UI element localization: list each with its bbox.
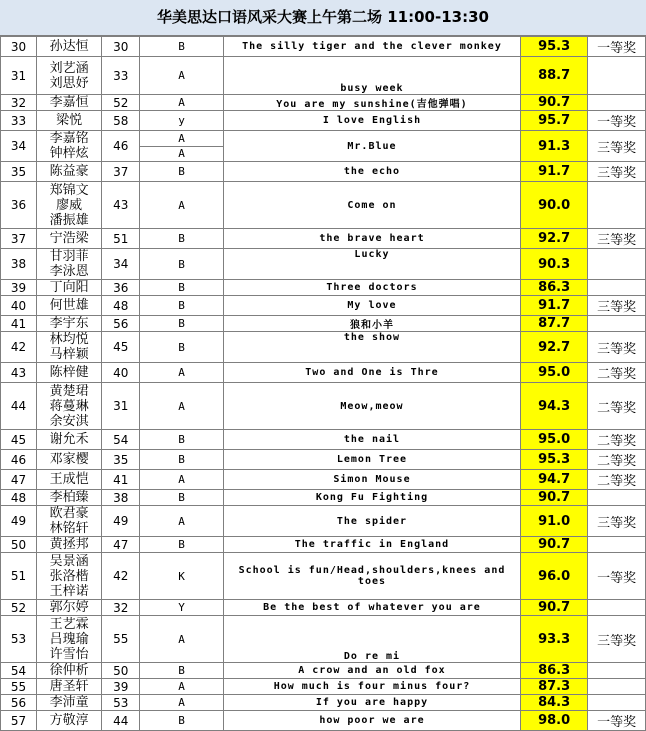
contestant-group: A: [140, 95, 224, 111]
award: 二等奖: [588, 450, 646, 470]
contestant-group: A: [140, 363, 224, 383]
score: 96.0: [521, 553, 588, 600]
contestant-number: 51: [1, 553, 37, 600]
contestant-name: 梁悦: [56, 113, 83, 128]
award: 三等奖: [588, 131, 646, 162]
contestant-number: 40: [1, 296, 37, 316]
contestant-number: 46: [1, 450, 37, 470]
score: 91.0: [521, 506, 588, 537]
score: 98.0: [521, 711, 588, 731]
contestant-name: 陈梓健: [49, 365, 89, 380]
contestant-code: 52: [102, 95, 140, 111]
contestant-group: B: [140, 450, 224, 470]
contestant-name: 欧君豪: [49, 506, 89, 521]
contestant-number: 41: [1, 316, 37, 332]
table-row: [1, 37, 646, 57]
contestant-group: B: [140, 332, 224, 363]
contestant-code: 33: [102, 57, 140, 95]
performance-title: how poor we are: [223, 711, 520, 731]
contestant-name: 张洛楷: [49, 568, 89, 584]
contestant-group: K: [140, 553, 224, 600]
contestant-group: y: [140, 111, 224, 131]
contestant-code: 46: [102, 131, 140, 162]
contestant-number: 53: [1, 616, 37, 663]
sheet-title: 华美思达口语风采大赛上午第二场 11:00-13:30: [0, 0, 646, 36]
contestant-name: 王艺霖: [49, 616, 89, 632]
performance-title: How much is four minus four?: [223, 679, 520, 695]
score: 87.7: [521, 316, 588, 332]
performance-title: Do re mi: [223, 616, 520, 663]
results-table: [0, 36, 646, 731]
table-row: [1, 182, 646, 229]
contestant-number: 54: [1, 663, 37, 679]
performance-title: Two and One is Thre: [223, 363, 520, 383]
performance-title: A crow and an old fox: [223, 663, 520, 679]
contestant-names: [37, 506, 102, 537]
score: 94.7: [521, 470, 588, 490]
contestant-name: 孙达恒: [49, 39, 89, 54]
contestant-code: 45: [102, 332, 140, 363]
contestant-name: 谢允禾: [49, 432, 89, 447]
contestant-code: 42: [102, 553, 140, 600]
contestant-code: 54: [102, 430, 140, 450]
award: 二等奖: [588, 383, 646, 430]
contestant-code: 36: [102, 280, 140, 296]
contestant-code: 31: [102, 383, 140, 430]
score: 95.0: [521, 363, 588, 383]
contestant-name: 刘艺涵: [49, 60, 89, 76]
score: 87.3: [521, 679, 588, 695]
contestant-name: 潘振雄: [49, 212, 89, 228]
contestant-names: [37, 95, 102, 111]
contestant-group: B: [140, 537, 224, 553]
contestant-name: 郭尔婷: [49, 600, 89, 615]
contestant-group: A: [140, 695, 224, 711]
award: [588, 57, 646, 95]
contestant-number: 52: [1, 600, 37, 616]
contestant-name: 蒋蔓琳: [49, 398, 89, 414]
results-table-body: [1, 37, 646, 731]
score: 90.0: [521, 182, 588, 229]
contestant-number: 47: [1, 470, 37, 490]
performance-title: the brave heart: [223, 229, 520, 249]
contestant-names: [37, 537, 102, 553]
performance-title: Come on: [223, 182, 520, 229]
contestant-code: 55: [102, 616, 140, 663]
contestant-group: B: [140, 162, 224, 182]
award: 二等奖: [588, 430, 646, 450]
group-label: A: [140, 146, 223, 161]
contestant-number: 49: [1, 506, 37, 537]
table-row: [1, 537, 646, 553]
contestant-names: [37, 182, 102, 229]
contestant-name: 许雪怡: [49, 646, 89, 662]
score: 90.7: [521, 600, 588, 616]
table-row: [1, 679, 646, 695]
contestant-name: 邓家樱: [49, 452, 89, 467]
performance-title: busy week: [223, 57, 520, 95]
contestant-number: 38: [1, 249, 37, 280]
contestant-number: 56: [1, 695, 37, 711]
contestant-number: 36: [1, 182, 37, 229]
award: [588, 600, 646, 616]
award: 二等奖: [588, 363, 646, 383]
contestant-group: B: [140, 430, 224, 450]
award: [588, 249, 646, 280]
contestant-number: 57: [1, 711, 37, 731]
table-row: [1, 553, 646, 600]
table-row: [1, 383, 646, 430]
score: 90.7: [521, 95, 588, 111]
contestant-group: A: [140, 57, 224, 95]
performance-title: Meow,meow: [223, 383, 520, 430]
contestant-group: B: [140, 316, 224, 332]
contestant-names: [37, 711, 102, 731]
performance-title: My love: [223, 296, 520, 316]
contestant-names: [37, 229, 102, 249]
contestant-number: 30: [1, 37, 37, 57]
contestant-group: A: [140, 383, 224, 430]
table-row: [1, 229, 646, 249]
award: [588, 490, 646, 506]
contestant-name: 余安淇: [49, 413, 89, 429]
performance-title: the show: [223, 332, 520, 363]
contestant-name: 郑锦文: [49, 182, 89, 198]
table-row: [1, 490, 646, 506]
score: 93.3: [521, 616, 588, 663]
performance-title: The spider: [223, 506, 520, 537]
contestant-number: 43: [1, 363, 37, 383]
contestant-code: 35: [102, 450, 140, 470]
performance-title: The traffic in England: [223, 537, 520, 553]
contestant-code: 50: [102, 663, 140, 679]
contestant-name: 宁浩梁: [49, 231, 89, 246]
table-row: [1, 131, 646, 162]
contestant-code: 30: [102, 37, 140, 57]
score: 95.3: [521, 450, 588, 470]
performance-title: The silly tiger and the clever monkey: [223, 37, 520, 57]
score: 91.7: [521, 162, 588, 182]
contestant-name: 钟梓炫: [49, 146, 89, 161]
award: [588, 182, 646, 229]
contestant-names: [37, 616, 102, 663]
award: 三等奖: [588, 229, 646, 249]
contestant-names: [37, 37, 102, 57]
contestant-number: 35: [1, 162, 37, 182]
contestant-names: [37, 363, 102, 383]
contestant-number: 44: [1, 383, 37, 430]
table-row: [1, 316, 646, 332]
performance-title: Simon Mouse: [223, 470, 520, 490]
score: 91.3: [521, 131, 588, 162]
contestant-group: B: [140, 711, 224, 731]
performance-title: I love English: [223, 111, 520, 131]
contestant-code: 43: [102, 182, 140, 229]
performance-title: the nail: [223, 430, 520, 450]
score: 91.7: [521, 296, 588, 316]
award: 三等奖: [588, 296, 646, 316]
contestant-names: [37, 450, 102, 470]
table-row: [1, 616, 646, 663]
contestant-name: 林铭轩: [49, 521, 89, 536]
contestant-name: 徐仲析: [49, 663, 89, 678]
table-row: [1, 470, 646, 490]
contestant-code: 44: [102, 711, 140, 731]
score: 95.0: [521, 430, 588, 450]
award: [588, 280, 646, 296]
contestant-name: 李泳恩: [49, 264, 89, 279]
score: 90.7: [521, 490, 588, 506]
table-row: [1, 506, 646, 537]
contestant-name: 黄楚珺: [49, 383, 89, 399]
score: 90.7: [521, 537, 588, 553]
contestant-names: [37, 296, 102, 316]
contestant-name: 李嘉铭: [49, 131, 89, 146]
table-row: [1, 57, 646, 95]
contestant-name: 吴景涵: [49, 553, 89, 569]
contestant-code: 53: [102, 695, 140, 711]
award: 一等奖: [588, 111, 646, 131]
table-row: [1, 600, 646, 616]
award: 三等奖: [588, 332, 646, 363]
contestant-number: 39: [1, 280, 37, 296]
score: 95.7: [521, 111, 588, 131]
contestant-code: 51: [102, 229, 140, 249]
table-row: [1, 430, 646, 450]
contestant-code: 49: [102, 506, 140, 537]
contestant-names: [37, 280, 102, 296]
contestant-group: A: [140, 679, 224, 695]
score: 88.7: [521, 57, 588, 95]
contestant-name: 林均悦: [49, 332, 89, 347]
contestant-code: 34: [102, 249, 140, 280]
contestant-group: B: [140, 229, 224, 249]
contestant-name: 李沛童: [49, 695, 89, 710]
contestant-group: A: [140, 182, 224, 229]
contestant-names: [37, 430, 102, 450]
score: 86.3: [521, 280, 588, 296]
table-row: [1, 695, 646, 711]
table-row: [1, 249, 646, 280]
award: [588, 316, 646, 332]
contestant-names: [37, 249, 102, 280]
contestant-names: [37, 470, 102, 490]
award: 三等奖: [588, 616, 646, 663]
contestant-name: 甘羽菲: [49, 249, 89, 264]
award: 三等奖: [588, 506, 646, 537]
contestant-names: [37, 332, 102, 363]
score: 92.7: [521, 229, 588, 249]
performance-title: Be the best of whatever you are: [223, 600, 520, 616]
contestant-group: A: [140, 470, 224, 490]
contestant-number: 34: [1, 131, 37, 162]
contestant-name: 李宇东: [49, 316, 89, 331]
contestant-number: 33: [1, 111, 37, 131]
contestant-code: 38: [102, 490, 140, 506]
contestant-name: 陈益豪: [49, 164, 89, 179]
contestant-name: 李嘉恒: [49, 95, 89, 110]
contestant-group: [140, 131, 224, 162]
contestant-number: 32: [1, 95, 37, 111]
contestant-group: B: [140, 490, 224, 506]
contestant-name: 李柏臻: [49, 490, 89, 505]
contestant-name: 何世雄: [49, 298, 89, 313]
table-row: [1, 332, 646, 363]
contestant-names: [37, 663, 102, 679]
contestant-names: [37, 57, 102, 95]
award: [588, 537, 646, 553]
table-row: [1, 663, 646, 679]
award: [588, 95, 646, 111]
contestant-group: B: [140, 280, 224, 296]
table-row: [1, 111, 646, 131]
contestant-names: [37, 111, 102, 131]
table-row: [1, 162, 646, 182]
table-row: [1, 95, 646, 111]
performance-title: School is fun/Head,shoulders,knees and toes: [223, 553, 520, 600]
performance-title: You are my sunshine(吉他弹唱): [223, 95, 520, 111]
contestant-name: 王梓诺: [49, 583, 89, 599]
contestant-names: [37, 162, 102, 182]
score: 95.3: [521, 37, 588, 57]
contestant-group: A: [140, 506, 224, 537]
performance-title: Lucky: [223, 249, 520, 280]
contestant-names: [37, 679, 102, 695]
contestant-group: B: [140, 37, 224, 57]
contestant-name: 王成恺: [49, 472, 89, 487]
award: 二等奖: [588, 470, 646, 490]
contestant-name: 方敬淳: [49, 713, 89, 728]
contestant-name: 唐圣轩: [49, 679, 89, 694]
contestant-code: 39: [102, 679, 140, 695]
contestant-group: A: [140, 616, 224, 663]
performance-title: Three doctors: [223, 280, 520, 296]
table-row: [1, 711, 646, 731]
contestant-names: [37, 490, 102, 506]
award: 三等奖: [588, 162, 646, 182]
contestant-name: 马梓颖: [49, 347, 89, 362]
contestant-code: 37: [102, 162, 140, 182]
contestant-names: [37, 131, 102, 162]
contestant-number: 37: [1, 229, 37, 249]
score: 94.3: [521, 383, 588, 430]
score: 84.3: [521, 695, 588, 711]
group-label: A: [178, 131, 185, 145]
contestant-name: 刘思妤: [49, 75, 89, 91]
contestant-names: [37, 600, 102, 616]
contestant-code: 40: [102, 363, 140, 383]
contestant-group: B: [140, 296, 224, 316]
performance-title: the echo: [223, 162, 520, 182]
contestant-names: [37, 316, 102, 332]
contestant-number: 48: [1, 490, 37, 506]
table-row: [1, 450, 646, 470]
table-row: [1, 296, 646, 316]
award: 一等奖: [588, 37, 646, 57]
award: [588, 663, 646, 679]
contestant-code: 47: [102, 537, 140, 553]
contestant-name: 廖威: [56, 197, 83, 213]
table-row: [1, 280, 646, 296]
contestant-number: 31: [1, 57, 37, 95]
contestant-group: Y: [140, 600, 224, 616]
performance-title: If you are happy: [223, 695, 520, 711]
contestant-code: 32: [102, 600, 140, 616]
performance-title: 狼和小羊: [223, 316, 520, 332]
contestant-name: 丁向阳: [49, 280, 89, 295]
contestant-number: 45: [1, 430, 37, 450]
contestant-group: B: [140, 663, 224, 679]
contestant-names: [37, 695, 102, 711]
award: [588, 679, 646, 695]
contestant-names: [37, 383, 102, 430]
score: 86.3: [521, 663, 588, 679]
performance-title: Lemon Tree: [223, 450, 520, 470]
contestant-name: 吕瑰瑜: [49, 631, 89, 647]
contestant-code: 56: [102, 316, 140, 332]
contestant-name: 黄拯邦: [49, 537, 89, 552]
performance-title: Mr.Blue: [223, 131, 520, 162]
table-row: [1, 363, 646, 383]
contestant-code: 58: [102, 111, 140, 131]
award: 一等奖: [588, 553, 646, 600]
performance-title: Kong Fu Fighting: [223, 490, 520, 506]
contestant-group: B: [140, 249, 224, 280]
contestant-names: [37, 553, 102, 600]
contestant-number: 55: [1, 679, 37, 695]
contestant-code: 41: [102, 470, 140, 490]
award: 一等奖: [588, 711, 646, 731]
contestant-number: 42: [1, 332, 37, 363]
award: [588, 695, 646, 711]
contestant-number: 50: [1, 537, 37, 553]
contestant-code: 48: [102, 296, 140, 316]
score: 90.3: [521, 249, 588, 280]
score: 92.7: [521, 332, 588, 363]
